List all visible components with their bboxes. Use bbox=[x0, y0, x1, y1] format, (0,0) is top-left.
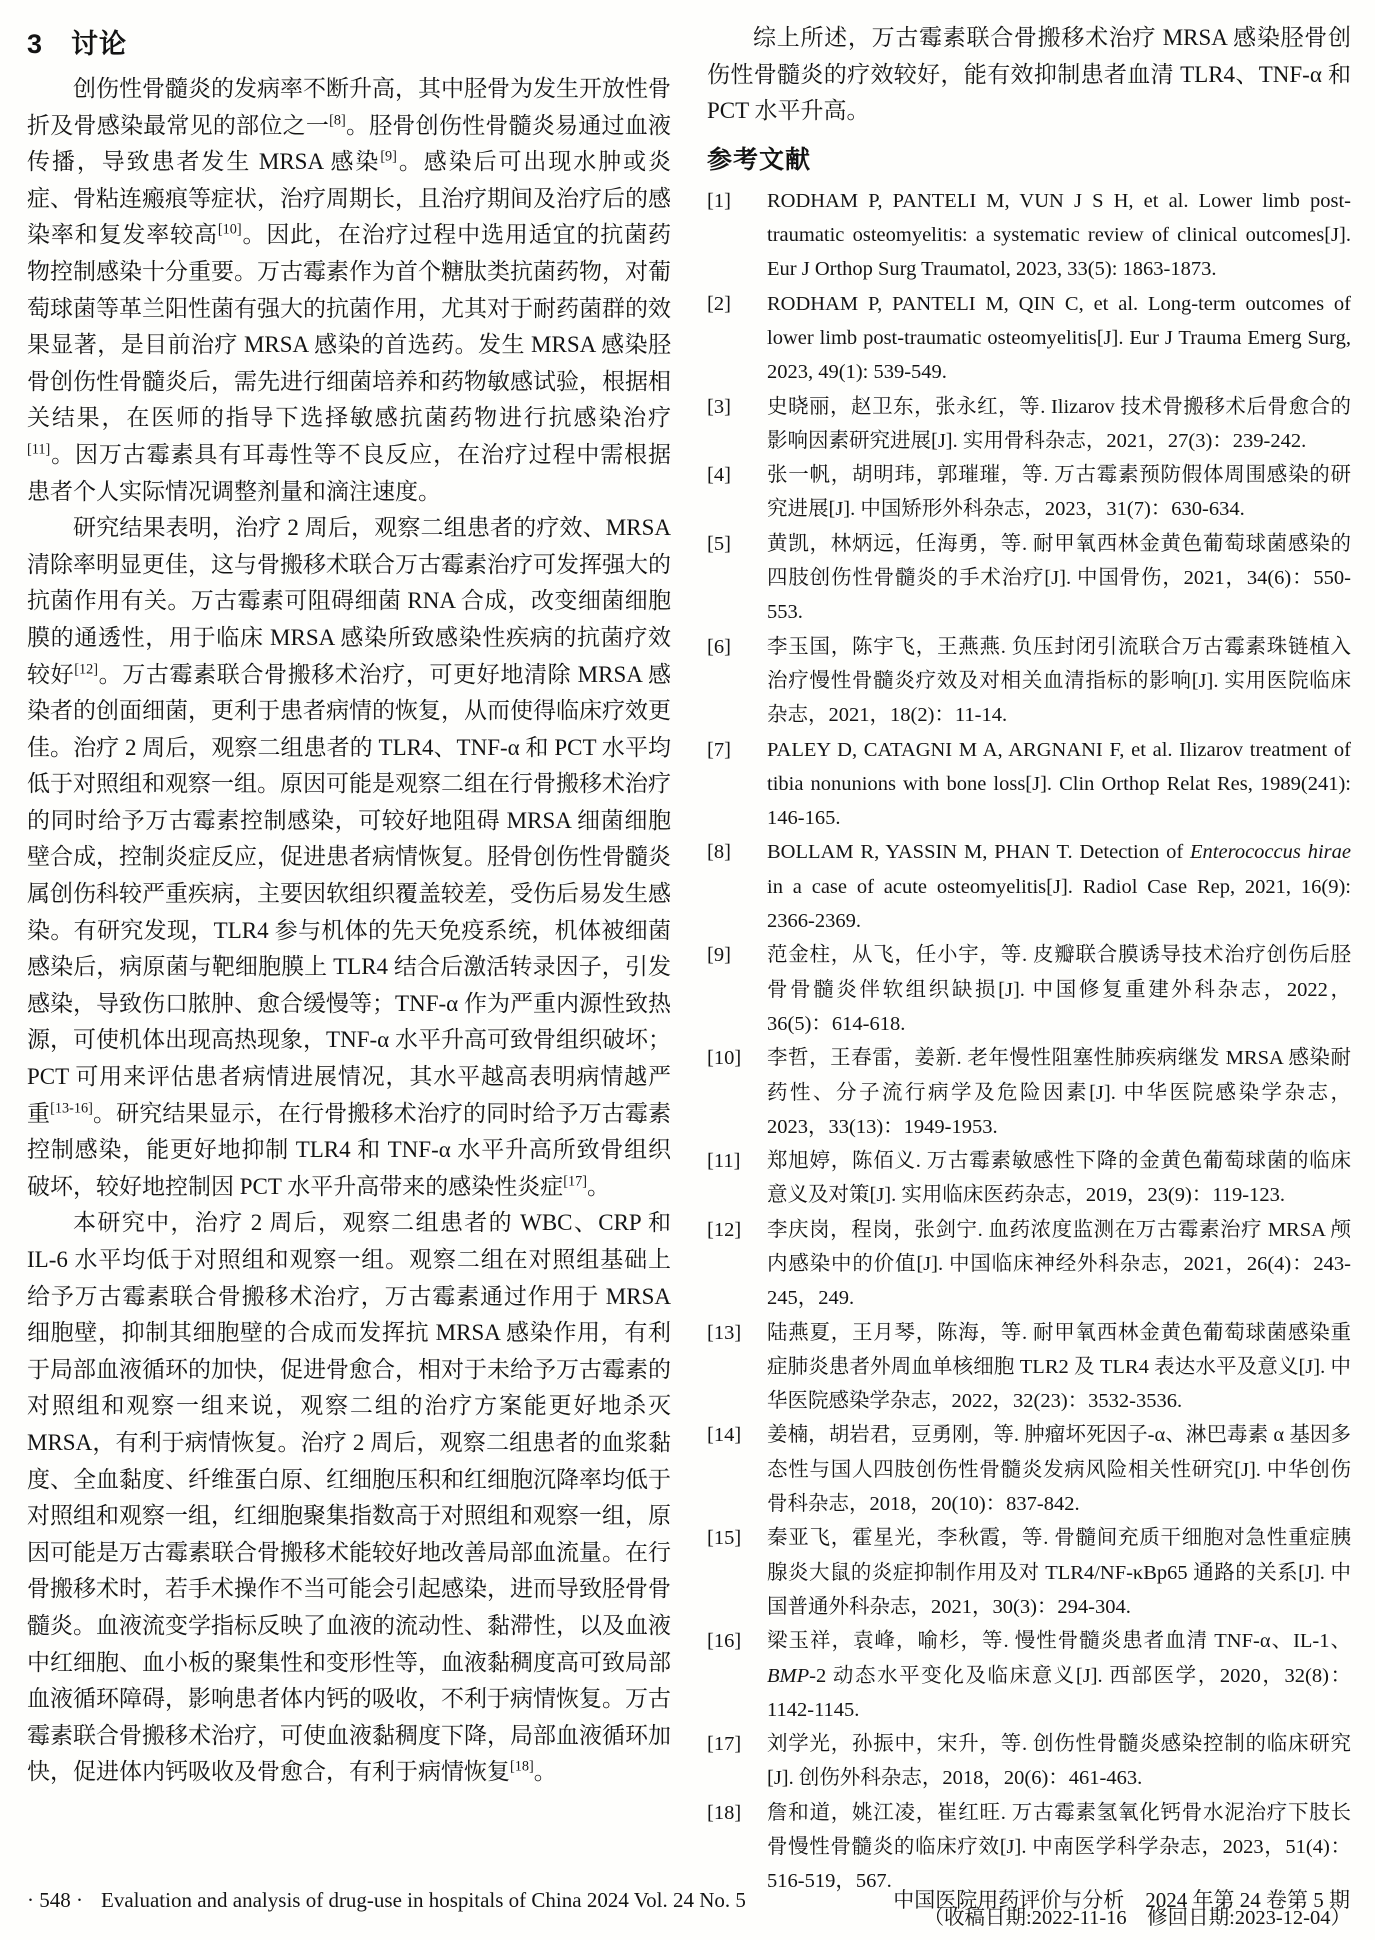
discussion-paragraph-1: 创伤性骨髓炎的发病率不断升高，其中胫骨为发生开放性骨折及骨感染最常见的部位之一[8]。胫骨创伤性骨髓炎易通过血液传播，导致患者发生 MRSA 感染[9]。感染后可出现水肿或炎症、骨粘连瘢痕等症状，治疗周期长，且治疗期间及治疗后的感染率和复发率较高[10]。因此，在治疗过程中选用适宜的抗菌药物控制感染十分重要。万古霉素作为首个糖肽类抗菌药物，对葡萄球菌等革兰阳性菌有强大的抗菌作用，尤其对于耐药菌群的效果显著，是目前治疗 MRSA 感染的首选药。发生 MRSA 感染胫骨创伤性骨髓炎后，需先进行细菌培养和药物敏感试验，根据相关结果，在医师的指导下选择敏感抗菌药物进行抗感染治疗[11]。因万古霉素具有耳毒性等不良反应，在治疗过程中需根据患者个人实际情况调整剂量和滴注速度。 bbox=[27, 76, 672, 504]
reference-number: [7] bbox=[707, 738, 731, 761]
reference-text: 李哲，王春雷，姜新. 老年慢性阻塞性肺疾病继发 MRSA 感染耐药性、分子流行病学及危险因素[J]. 中华医院感染学杂志，2023，33(13)：1949-1953. bbox=[767, 1047, 1351, 1138]
reference-number: [2] bbox=[707, 292, 731, 315]
reference-text: 李玉国，陈宇飞，王燕燕. 负压封闭引流联合万古霉素珠链植入治疗慢性骨髓炎疗效及对相关血清指标的影响[J]. 实用医院临床杂志，2021，18(2)：11-14. bbox=[767, 635, 1351, 727]
references-list bbox=[707, 184, 1351, 1899]
reference-item bbox=[707, 835, 1351, 938]
reference-item bbox=[707, 1144, 1351, 1213]
reference-number: [10] bbox=[707, 1047, 742, 1070]
reference-item bbox=[707, 733, 1351, 836]
reference-item bbox=[707, 1624, 1351, 1727]
reference-item bbox=[707, 1727, 1351, 1796]
reference-number: [8] bbox=[707, 841, 731, 864]
reference-text: 张一帆，胡明玮，郭璀璀，等. 万古霉素预防假体周围感染的研究进展[J]. 中国矫形外科杂志，2023，31(7)：630-634. bbox=[767, 464, 1351, 521]
reference-item bbox=[707, 1418, 1351, 1521]
reference-text: 梁玉祥，袁峰，喻杉，等. 慢性骨髓炎患者血清 TNF-α、IL-1、BMP-2 动态水平变化及临床意义[J]. 西部医学，2020，32(8)：1142-1145. bbox=[767, 1630, 1351, 1721]
reference-text: 黄凯，林炳远，任海勇，等. 耐甲氧西林金黄色葡萄球菌感染的四肢创伤性骨髓炎的手术治疗[J]. 中国骨伤，2021，34(6)：550-553. bbox=[767, 532, 1351, 624]
reference-number: [3] bbox=[707, 395, 731, 418]
left-column bbox=[27, 20, 671, 1935]
reference-number: [1] bbox=[707, 189, 731, 212]
reference-text: 姜楠，胡岩君，豆勇刚，等. 肿瘤坏死因子-α、淋巴毒素 α 基因多态性与国人四肢创伤性骨髓炎发病风险相关性研究[J]. 中华创伤骨科杂志，2018，20(10)：837-842. bbox=[767, 1424, 1351, 1516]
reference-number: [18] bbox=[707, 1801, 742, 1824]
reference-number: [9] bbox=[707, 944, 731, 967]
discussion-paragraph-3: 本研究中，治疗 2 周后，观察二组患者的 WBC、CRP 和 IL-6 水平均低于对照组和观察一组。观察二组在对照组基础上给予万古霉素联合骨搬移术治疗，万古霉素通过作用于 MRSA 细胞壁，抑制其细胞壁的合成而发挥抗 MRSA 感染作用，有利于局部血液循环的加快，促进骨愈合，相对于未给予万古霉素的对照组和观察一组来说，观察二组的治疗方案能更好地杀灭 MRSA，有利于病情恢复。治疗 2 周后，观察二组患者的血浆黏度、全血黏度、纤维蛋白原、红细胞压积和红细胞沉降率均低于对照组和观察一组，红细胞聚集指数高于对照组和观察一组，原因可能是万古霉素联合骨搬移术能较好地改善局部血流量。在行骨搬移术时，若手术操作不当可能会引起感染，进而导致胫骨骨髓炎。血液流变学指标反映了血液的流动性、黏滞性，以及血液中红细胞、血小板的聚集性和变形性等，血液黏稠度高可致局部血液循环障碍，影响患者体内钙的吸收，不利于病情恢复。万古霉素联合骨搬移术治疗，可使血液黏稠度下降，局部血液循环加快，促进体内钙吸收及骨愈合，有利于病情恢复[18]。 bbox=[27, 1210, 671, 1785]
received-revised-dates: （收稿日期:2022-11-16 修回日期:2023-12-04） bbox=[923, 1906, 1351, 1929]
reference-item bbox=[707, 938, 1351, 1041]
page-number: · 548 · bbox=[27, 1888, 83, 1912]
reference-item bbox=[707, 458, 1351, 527]
reference-number: [16] bbox=[707, 1630, 742, 1653]
reference-number: [14] bbox=[707, 1424, 742, 1447]
footer-journal-title-en: Evaluation and analysis of drug-use in hospitals of China 2024 Vol. 24 No. 5 bbox=[101, 1888, 746, 1912]
references-heading: 参考文献 bbox=[707, 145, 812, 174]
reference-item bbox=[707, 527, 1351, 630]
discussion-heading: 3 讨论 bbox=[27, 29, 128, 59]
reference-text: 史晓丽，赵卫东，张永红，等. Ilizarov 技术骨搬移术后骨愈合的影响因素研究进展[J]. 实用骨科杂志，2021，27(3)：239-242. bbox=[767, 395, 1351, 452]
reference-item bbox=[707, 184, 1351, 287]
reference-item bbox=[707, 1041, 1351, 1144]
reference-text: 范金柱，从飞，任小宇，等. 皮瓣联合膜诱导技术治疗创伤后胫骨骨髓炎伴软组织缺损[J]. 中国修复重建外科杂志，2022，36(5)：614-618. bbox=[767, 944, 1351, 1035]
reference-item bbox=[707, 287, 1351, 390]
reference-number: [4] bbox=[707, 464, 731, 487]
footer-journal-title-zh: 中国医院用药评价与分析 2024 年第 24 卷第 5 期 bbox=[893, 1888, 1350, 1912]
page-footer bbox=[27, 1884, 1350, 1914]
reference-text: BOLLAM R, YASSIN M, PHAN T. Detection of Enterococcus hirae in a case of acute osteomyelitis[J]. Radiol Case Rep, 2021, 16(9): 2366-2369. bbox=[767, 841, 1351, 933]
reference-item bbox=[707, 1213, 1351, 1316]
reference-item bbox=[707, 1521, 1351, 1624]
reference-text: 詹和道，姚江凌，崔红旺. 万古霉素氢氧化钙骨水泥治疗下肢长骨慢性骨髓炎的临床疗效[J]. 中南医学科学杂志，2023，51(4)：516-519，567. bbox=[767, 1801, 1351, 1893]
reference-text: 刘学光，孙振中，宋升，等. 创伤性骨髓炎感染控制的临床研究[J]. 创伤外科杂志，2018，20(6)：461-463. bbox=[767, 1733, 1351, 1790]
reference-text: RODHAM P, PANTELI M, QIN C, et al. Long-term outcomes of lower limb post-traumatic osteomyelitis[J]. Eur J Trauma Emerg Surg, 2023, 49(1): 539-549. bbox=[767, 292, 1351, 384]
reference-text: 郑旭婷，陈佰义. 万古霉素敏感性下降的金黄色葡萄球菌的临床意义及对策[J]. 实用临床医药杂志，2019，23(9)：119-123. bbox=[767, 1150, 1351, 1207]
reference-number: [5] bbox=[707, 532, 731, 555]
reference-number: [6] bbox=[707, 635, 731, 658]
reference-item bbox=[707, 1316, 1351, 1419]
reference-number: [15] bbox=[707, 1527, 742, 1550]
right-column bbox=[707, 20, 1351, 1935]
reference-text: 李庆岗，程岗，张剑宁. 血药浓度监测在万古霉素治疗 MRSA 颅内感染中的价值[J]. 中国临床神经外科杂志，2021，26(4)：243-245，249. bbox=[767, 1218, 1351, 1310]
reference-number: [13] bbox=[707, 1321, 742, 1344]
two-column-layout bbox=[27, 20, 1351, 1935]
discussion-paragraph-2: 研究结果表明，治疗 2 周后，观察二组患者的疗效、MRSA 清除率明显更佳，这与骨搬移术联合万古霉素治疗可发挥强大的抗菌作用有关。万古霉素可阻碍细菌 RNA 合成，改变细菌细胞膜的通透性，用于临床 MRSA 感染所致感染性疾病的抗菌疗效较好[12]。万古霉素联合骨搬移术治疗，可更好地清除 MRSA 感染者的创面细菌，更利于患者病情的恢复，从而使得临床疗效更佳。治疗 2 周后，观察二组患者的 TLR4、TNF-α 和 PCT 水平均低于对照组和观察一组。原因可能是观察二组在行骨搬移术治疗的同时给予万古霉素控制感染，可较好地阻碍 MRSA 细菌细胞壁合成，控制炎症反应，促进患者病情恢复。胫骨创伤性骨髓炎属创伤科较严重疾病，主要因软组织覆盖较差，受伤后易发生感染。有研究发现，TLR4 参与机体的先天免疫系统，机体被细菌感染后，病原菌与靶细胞膜上 TLR4 结合后激活转录因子，引发感染，导致伤口脓肿、愈合缓慢等；TNF-α 作为严重内源性致热源，可使机体出现高热现象，TNF-α 水平升高可致骨组织破坏；PCT 可用来评估患者病情进展情况，其水平越高表明病情越严重[13-16]。研究结果显示，在行骨搬移术治疗的同时给予万古霉素控制感染，能更好地抑制 TLR4 和 TNF-α 水平升高所致骨组织破坏，较好地控制因 PCT 水平升高带来的感染性炎症[17]。 bbox=[27, 515, 671, 1199]
reference-number: [12] bbox=[707, 1218, 742, 1241]
reference-item bbox=[707, 390, 1351, 459]
reference-text: 秦亚飞，霍星光，李秋霞，等. 骨髓间充质干细胞对急性重症胰腺炎大鼠的炎症抑制作用及对 TLR4/NF-κBp65 通路的关系[J]. 中国普通外科杂志，2021，30(3)：294-304. bbox=[767, 1527, 1351, 1618]
conclusion-paragraph: 综上所述，万古霉素联合骨搬移术治疗 MRSA 感染胫骨创伤性骨髓炎的疗效较好，能有效抑制患者血清 TLR4、TNF-α 和 PCT 水平升高。 bbox=[707, 25, 1351, 124]
reference-number: [17] bbox=[707, 1733, 742, 1756]
footer-left bbox=[27, 1888, 746, 1913]
reference-text: RODHAM P, PANTELI M, VUN J S H, et al. Lower limb post-traumatic osteomyelitis: a systematic review of clinical outcomes[J]. Eur J Orthop Surg Traumatol, 2023, 33(5): 1863-1873. bbox=[767, 189, 1351, 281]
reference-text: 陆燕夏，王月琴，陈海，等. 耐甲氧西林金黄色葡萄球菌感染重症肺炎患者外周血单核细胞 TLR2 及 TLR4 表达水平及意义[J]. 中华医院感染学杂志，2022，32(23)：3532-3536. bbox=[767, 1321, 1351, 1413]
reference-item bbox=[707, 630, 1351, 733]
reference-number: [11] bbox=[707, 1150, 741, 1173]
reference-text: PALEY D, CATAGNI M A, ARGNANI F, et al. Ilizarov treatment of tibia nonunions with bone loss[J]. Clin Orthop Relat Res, 1989(241): 146-165. bbox=[767, 738, 1351, 830]
